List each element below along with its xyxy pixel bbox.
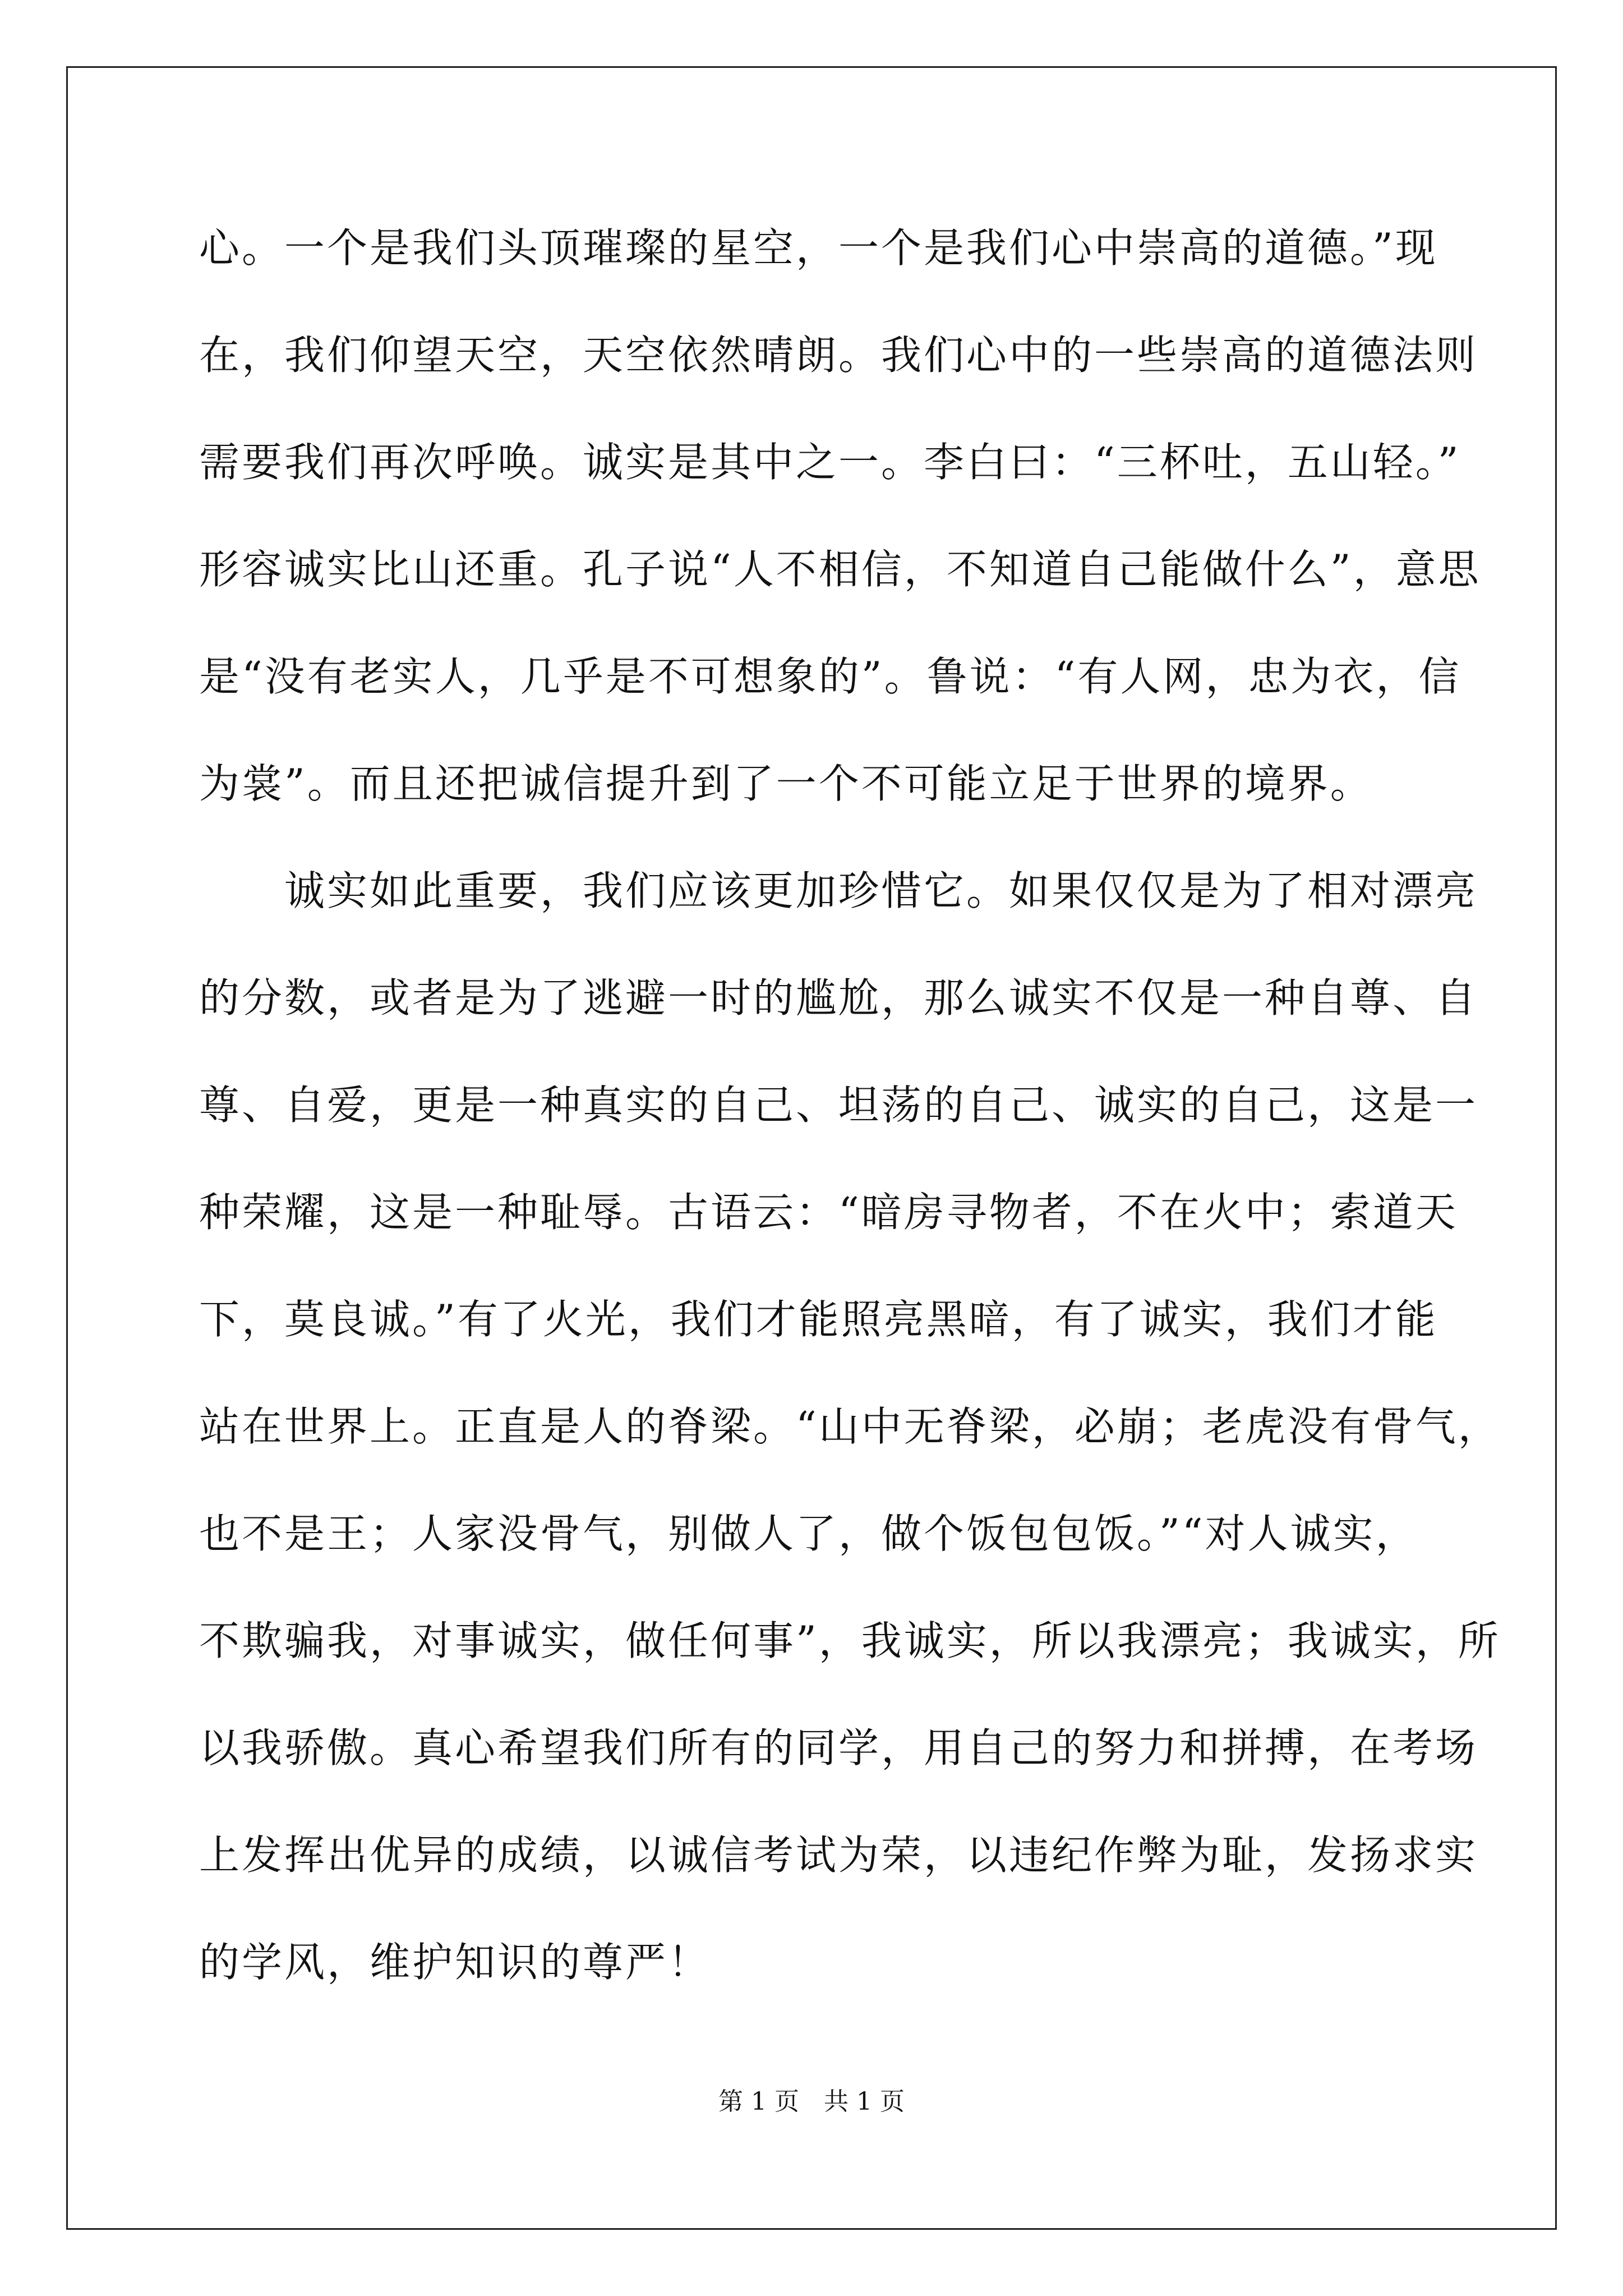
text-line: 站在世界上。正直是人的脊梁。“山中无脊梁，必崩；老虎没有骨气， bbox=[199, 1403, 1501, 1450]
text-line: 形容诚实比山还重。孔子说“人不相信，不知道自己能做什么”，意思 bbox=[199, 546, 1481, 593]
page-number-footer: 第 1 页 共 1 页 bbox=[718, 2087, 905, 2116]
text-line: 尊、自爱，更是一种真实的自己、坦荡的自己、诚实的自己，这是一 bbox=[199, 1082, 1478, 1129]
text-line: 诚实如此重要，我们应该更加珍惜它。如果仅仅是为了相对漂亮 bbox=[199, 867, 1478, 914]
page-border bbox=[66, 66, 1557, 2230]
text-line: 下，莫良诚。”有了火光，我们才能照亮黑暗，有了诚实，我们才能 bbox=[199, 1296, 1438, 1343]
text-line: 以我骄傲。真心希望我们所有的同学，用自己的努力和拼搏，在考场 bbox=[199, 1724, 1478, 1772]
text-line: 是“没有老实人，几乎是不可想象的”。鲁说：“有人网，忠为衣，信 bbox=[199, 653, 1461, 700]
text-line: 在，我们仰望天空，天空依然晴朗。我们心中的一些崇高的道德法则 bbox=[199, 332, 1478, 379]
text-line: 心。一个是我们头顶璀璨的星空，一个是我们心中崇高的道德。”现 bbox=[199, 224, 1438, 272]
text-line: 不欺骗我，对事诚实，做任何事”，我诚实，所以我漂亮；我诚实，所 bbox=[199, 1617, 1501, 1664]
text-line: 上发挥出优异的成绩，以诚信考试为荣，以违纪作弊为耻，发扬求实 bbox=[199, 1832, 1478, 1879]
text-line: 的学风，维护知识的尊严！ bbox=[199, 1939, 711, 1986]
text-line: 为裳”。而且还把诚信提升到了一个不可能立足于世界的境界。 bbox=[199, 760, 1373, 807]
text-line: 也不是王；人家没骨气，别做人了，做个饭包包饭。”“对人诚实， bbox=[199, 1510, 1418, 1557]
text-line: 需要我们再次呼唤。诚实是其中之一。李白曰：“三杯吐，五山轻。” bbox=[199, 439, 1461, 486]
text-line: 种荣耀，这是一种耻辱。古语云：“暗房寻物者，不在火中；索道天 bbox=[199, 1189, 1458, 1236]
text-line: 的分数，或者是为了逃避一时的尴尬，那么诚实不仅是一种自尊、自 bbox=[199, 974, 1478, 1022]
